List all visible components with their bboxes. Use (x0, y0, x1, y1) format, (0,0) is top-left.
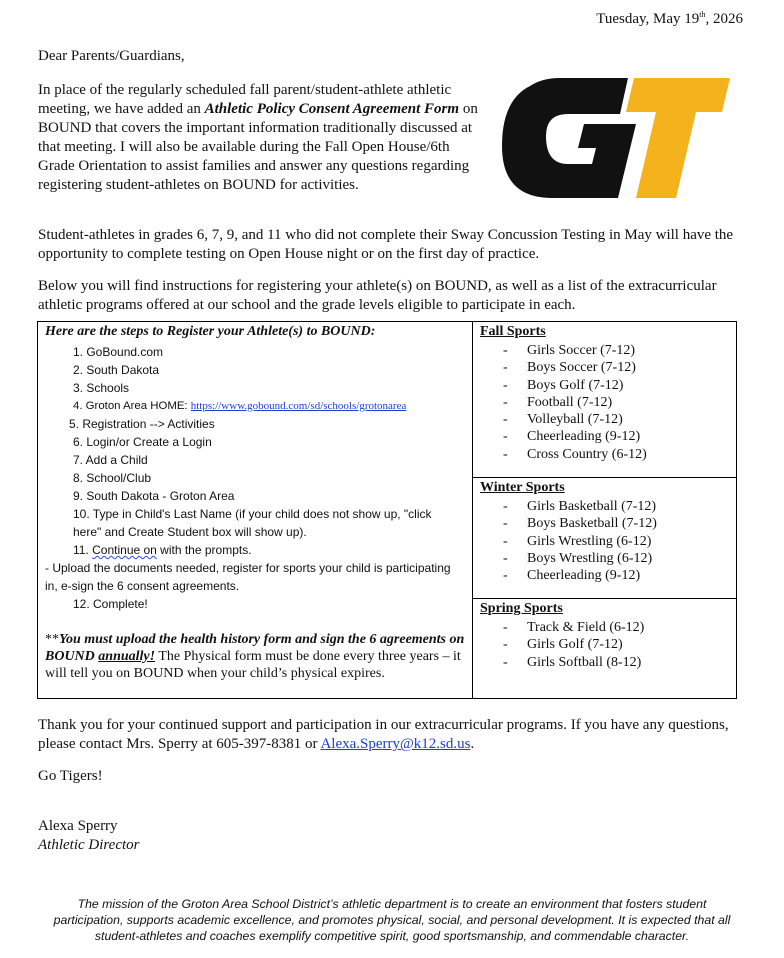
email-link[interactable]: Alexa.Sperry@k12.sd.us (320, 736, 471, 752)
step-3: 3. Schools (73, 381, 130, 395)
list-dash: - (503, 637, 508, 653)
list-item (503, 619, 644, 636)
note-bold: You must upload the health history form and sign the 6 agreements on BOUND (45, 632, 465, 664)
intro-paragraph (38, 81, 478, 195)
logo-g-shape (502, 78, 636, 198)
list-item (503, 498, 657, 515)
note-annually: annually! (98, 649, 156, 664)
list-item (503, 550, 657, 567)
date-text: Tuesday, May 19 (596, 11, 700, 27)
list-dash: - (503, 620, 508, 635)
sport-name: Boys Basketball (7-12) (527, 516, 657, 532)
list-dash: - (503, 412, 508, 428)
mission-statement: The mission of the Groton Area School District’s athletic department is to create an environment that fosters student participation, supports academic excellence, and promotes physical, social, and personal development. It is expected that all student-athletes and coaches exemplify competitive spirit, good sportsmanship, and commendable character. (53, 897, 731, 943)
letter-date (596, 11, 743, 28)
list-dash: - (503, 568, 508, 584)
fall-sports-cell (473, 322, 737, 478)
closing: Go Tigers! (38, 768, 103, 784)
list-item (503, 377, 647, 394)
list-dash: - (503, 446, 508, 462)
list-dash: - (503, 394, 508, 410)
thanks-paragraph (38, 716, 748, 754)
thanks-text: Thank you for your continued support and participation in our extracurricular programs. If you have any questions, please contact Mrs. Sperry at 605-397-8381 or (38, 717, 729, 752)
list-dash: - (503, 550, 508, 566)
gt-logo (500, 76, 732, 200)
signer-title: Athletic Director (38, 837, 140, 853)
instructions-paragraph: Below you will find instructions for registering your athlete(s) on BOUND, as well as a list of the extracurricular athletic programs offered at our school and the grade levels eligible to participate in each. (38, 278, 717, 313)
list-dash: - (503, 343, 508, 358)
sport-name: Cheerleading (9-12) (527, 568, 641, 584)
concussion-paragraph: Student-athletes in grades 6, 7, 9, and 11 who did not complete their Sway Concussion Testing in May will have the opportunity to complete testing on Open House night or on the first day of practice. (38, 227, 734, 262)
fall-sports-list (503, 342, 647, 463)
list-item (503, 654, 644, 671)
spring-sports-list (503, 619, 644, 671)
sport-name: Boys Golf (7-12) (527, 377, 624, 393)
sport-name: Boys Soccer (7-12) (527, 360, 636, 376)
step-11-sub: - Upload the documents needed, register for sports your child is participating in, e-sign the 6 consent agreements. (45, 561, 451, 593)
step-6: 6. Login/or Create a Login (73, 435, 212, 449)
list-item (503, 533, 657, 550)
winter-sports-cell (473, 478, 737, 599)
step-9: 9. South Dakota - Groton Area (73, 489, 235, 503)
sport-name: Volleyball (7-12) (527, 412, 623, 428)
winter-sports-list (503, 498, 657, 584)
bound-home-link[interactable]: https://www.gobound.com/sd/schools/grotonarea (190, 400, 407, 412)
intro-text-a: In place of the regularly scheduled fall parent/student-athlete athletic meeting, we have added an (38, 82, 452, 117)
thanks-period: . (470, 736, 475, 752)
winter-sports-title: Winter Sports (480, 480, 565, 495)
step-4 (73, 397, 406, 415)
list-dash: - (503, 516, 508, 532)
spring-sports-cell (473, 599, 737, 699)
list-dash: - (503, 654, 508, 670)
step-11-word: Continue on (92, 543, 157, 557)
date-ordinal: th (699, 10, 706, 19)
step-4-label: 4. Groton Area HOME: (73, 400, 191, 412)
health-history-note (45, 631, 465, 682)
step-5: 5. Registration --> Activities (69, 417, 215, 431)
step-11-num: 11. (73, 543, 93, 557)
step-10: 10. Type in Child's Last Name (if your child does not show up, "click here" and Create Student box will show up). (73, 507, 432, 539)
list-item (503, 567, 657, 584)
sport-name: Girls Basketball (7-12) (527, 499, 657, 514)
logo-t-shape (626, 78, 730, 198)
sport-name: Cross Country (6-12) (527, 446, 647, 462)
note-stars: ** (45, 632, 59, 647)
step-8: 8. School/Club (73, 471, 152, 485)
step-7: 7. Add a Child (73, 453, 148, 467)
list-item (503, 411, 647, 428)
intro-text-c: on BOUND that covers the important information traditionally discussed at that meeting. I will also be available during the Fall Open House/6th Grade Orientation to assist families and answer any questions regarding registering student-athletes on BOUND for activities. (38, 101, 478, 193)
sport-name: Girls Softball (8-12) (527, 654, 642, 670)
step-11-rest: with the prompts. (156, 543, 252, 557)
sport-name: Girls Soccer (7-12) (527, 343, 636, 358)
registration-table (37, 321, 737, 699)
list-item (503, 342, 647, 359)
note-physical: The Physical form must be done every three years – it will tell you on BOUND when your child’s physical expires. (45, 649, 461, 681)
step-2: 2. South Dakota (73, 363, 160, 377)
list-item (503, 515, 657, 532)
sport-name: Girls Wrestling (6-12) (527, 533, 652, 549)
sport-name: Boys Wrestling (6-12) (527, 550, 653, 566)
list-dash: - (503, 360, 508, 376)
step-11 (73, 541, 252, 559)
list-item (503, 359, 647, 376)
sport-name: Girls Golf (7-12) (527, 637, 623, 653)
step-12: 12. Complete! (73, 597, 148, 611)
list-item (503, 636, 644, 653)
steps-heading: Here are the steps to Register your Athlete(s) to BOUND: (45, 324, 376, 339)
fall-sports-title: Fall Sports (480, 324, 546, 339)
list-dash: - (503, 499, 508, 514)
list-item (503, 446, 647, 463)
signer-name: Alexa Sperry (38, 818, 118, 834)
list-item (503, 394, 647, 411)
spring-sports-title: Spring Sports (480, 601, 563, 616)
list-dash: - (503, 533, 508, 549)
list-item (503, 428, 647, 445)
steps-cell (38, 322, 473, 699)
salutation: Dear Parents/Guardians, (38, 48, 185, 64)
list-dash: - (503, 429, 508, 445)
sport-name: Track & Field (6-12) (527, 620, 645, 635)
sport-name: Cheerleading (9-12) (527, 429, 641, 445)
list-dash: - (503, 377, 508, 393)
consent-form-name: Athletic Policy Consent Agreement Form (204, 101, 460, 117)
logo-letters: GT (500, 76, 502, 77)
step-1: 1. GoBound.com (73, 345, 164, 359)
date-year: , 2026 (705, 11, 743, 27)
sport-name: Football (7-12) (527, 394, 613, 410)
